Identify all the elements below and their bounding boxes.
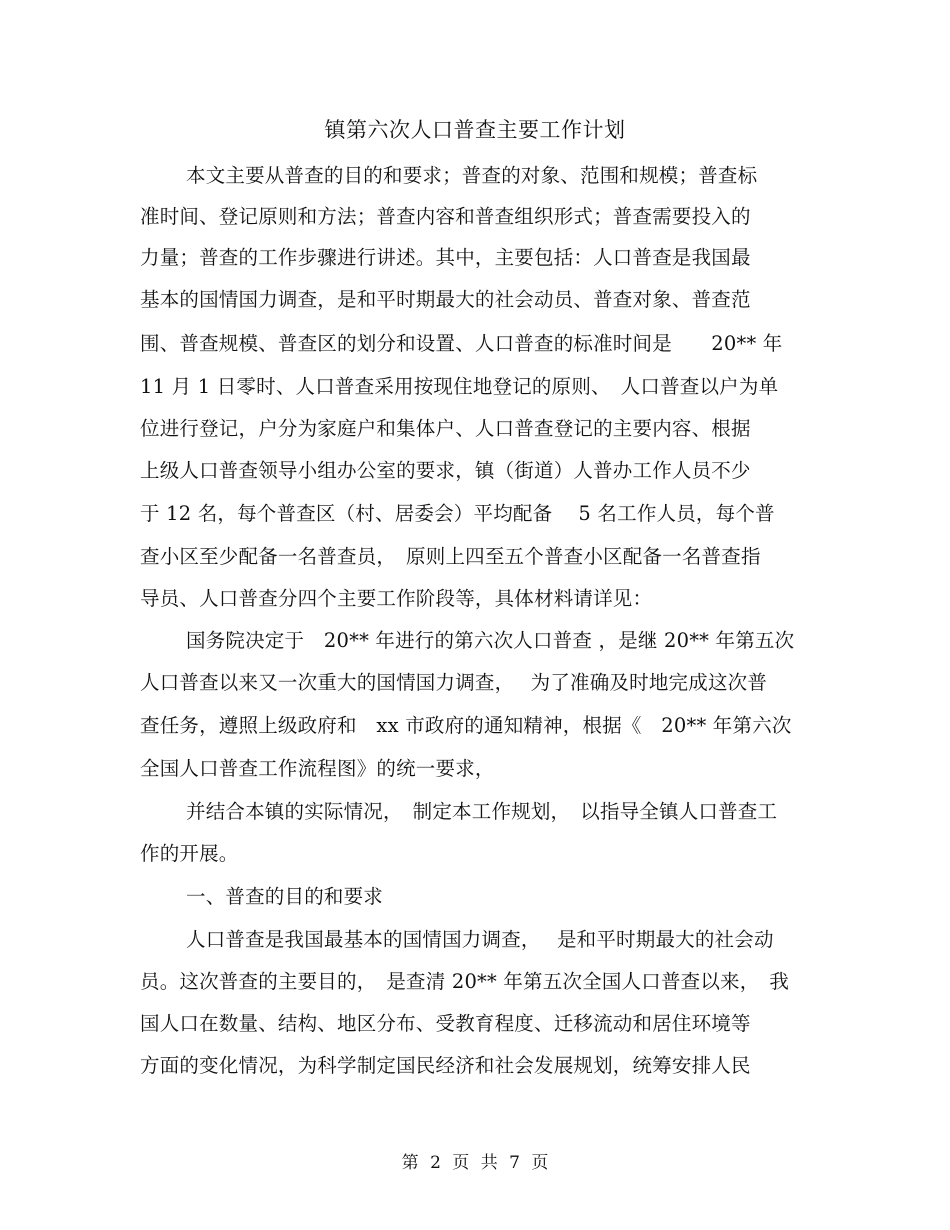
text-line: 力量；普查的工作步骤进行讲述。其中，主要包括：人口普查是我国最	[140, 246, 751, 269]
text-line: 人口普查是我国最基本的国情国力调查， 是和平时期最大的社会动	[186, 928, 774, 951]
text-line: 位进行登记，户分为家庭户和集体户、人口普查登记的主要内容、根据	[140, 417, 751, 440]
text-line: 于 12 名，每个普查区（村、居委会）平均配备 5 名工作人员，每个普	[140, 502, 775, 525]
text-line: 员。这次普查的主要目的， 是查清 20** 年第五次全国人口普查以来， 我	[140, 970, 790, 993]
text-line: 作的开展。	[140, 842, 239, 865]
text-line: 并结合本镇的实际情况， 制定本工作规划， 以指导全镇人口普查工	[186, 800, 778, 823]
document-title: 镇第六次人口普查主要工作计划	[324, 118, 626, 142]
text-line: 国务院决定于 20** 年进行的第六次人口普查 ，是继 20** 年第五次	[186, 629, 795, 652]
text-line: 方面的变化情况，为科学制定国民经济和社会发展规划，统筹安排人民	[140, 1054, 751, 1077]
text-line: 围、普查规模、普查区的划分和设置、人口普查的标准时间是 20** 年	[140, 332, 783, 355]
text-line: 本文主要从普查的目的和要求；普查的对象、范围和规模；普查标	[186, 164, 758, 187]
text-line: 查任务，遵照上级政府和 xx 市政府的通知精神，根据《 20** 年第六次	[140, 714, 792, 737]
text-line: 准时间、登记原则和方法；普查内容和普查组织形式；普查需要投入的	[140, 205, 751, 228]
section-heading: 一、普查的目的和要求	[186, 885, 384, 908]
text-line: 人口普查以来又一次重大的国情国力调查， 为了准确及时地完成这次普	[140, 671, 768, 694]
text-line: 导员、人口普查分四个主要工作阶段等，具体材料请详见：	[140, 587, 653, 610]
text-line: 国人口在数量、结构、地区分布、受教育程度、迁移流动和居住环境等	[140, 1012, 751, 1035]
text-line: 查小区至少配备一名普查员， 原则上四至五个普查小区配备一名普查指	[140, 545, 761, 568]
page-number-footer: 第 2 页 共 7 页	[401, 1153, 549, 1173]
text-line: 11 月 1 日零时、人口普查采用按现住地登记的原则、 人口普查以户为单	[140, 375, 779, 398]
text-line: 全国人口普查工作流程图》的统一要求，	[140, 757, 495, 780]
text-line: 基本的国情国力调查，是和平时期最大的社会动员、普查对象、普查范	[140, 288, 751, 311]
text-line: 上级人口普查领导小组办公室的要求，镇（街道）人普办工作人员不少	[140, 459, 751, 482]
